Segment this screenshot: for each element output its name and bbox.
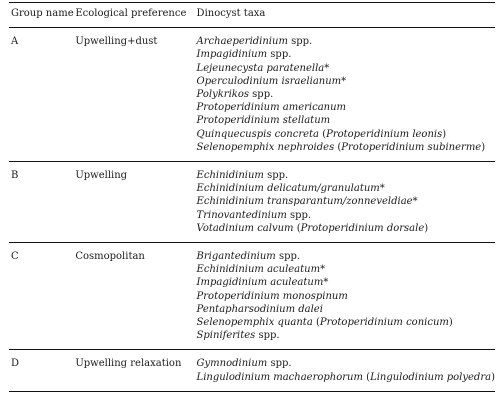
ecological-preference-cell: Upwelling bbox=[75, 170, 128, 182]
taxon-line bbox=[197, 169, 495, 182]
taxon-suffix: spp. bbox=[267, 358, 292, 370]
dinocyst-taxa-cell bbox=[197, 28, 495, 162]
ecological-preference-cell: Cosmopolitan bbox=[75, 251, 145, 263]
taxon-line bbox=[197, 101, 495, 114]
taxon-line bbox=[197, 329, 495, 342]
table-row bbox=[9, 243, 495, 350]
taxon-line bbox=[197, 357, 495, 370]
group-name-cell: B bbox=[11, 170, 19, 182]
taxon-name: Protoperidinium americanum bbox=[196, 102, 347, 114]
dinocyst-taxa-cell bbox=[197, 243, 495, 350]
taxon-suffix: spp. bbox=[287, 36, 313, 48]
taxon-line bbox=[197, 290, 495, 303]
taxon-name: Protoperidinium stellatum bbox=[196, 115, 331, 127]
taxon-name: Echinidinium transparantum/zonneveldiae bbox=[196, 196, 413, 208]
taxon-name: Gymnodinium bbox=[196, 358, 268, 370]
taxon-name: Protoperidinium monospinum bbox=[196, 290, 348, 302]
taxon-suffix: spp. bbox=[275, 251, 301, 263]
taxon-synonym: Protoperidinium subinerme bbox=[341, 141, 482, 153]
taxon-synonym: Protoperidinium leonis bbox=[326, 128, 443, 140]
group-name-cell: D bbox=[11, 358, 20, 370]
taxon-suffix: spp. bbox=[249, 89, 274, 101]
taxon-synonym: Protoperidinium dorsale bbox=[300, 222, 425, 234]
header-group-name: Group name bbox=[11, 8, 74, 19]
taxon-synonym: Protoperidinium conicum bbox=[319, 317, 449, 329]
taxon-name: Operculodinium israelianum bbox=[196, 75, 342, 87]
table-row bbox=[9, 28, 495, 162]
taxon-line bbox=[197, 62, 495, 75]
taxon-suffix: * bbox=[320, 264, 326, 276]
taxon-suffix: spp. bbox=[263, 170, 289, 182]
taxon-line bbox=[197, 182, 495, 195]
taxon-line: Quinquecuspis concreta (Protoperidinium leonis) bbox=[196, 128, 447, 140]
taxon-suffix: * bbox=[323, 277, 329, 289]
taxon-name: Impagidinium bbox=[196, 49, 268, 61]
header-dinocyst-taxa: Dinocyst taxa bbox=[196, 8, 266, 19]
taxon-name: Impagidinium aculeatum bbox=[196, 277, 324, 289]
taxon-suffix: * bbox=[412, 196, 418, 208]
taxon-suffix: * bbox=[379, 183, 385, 195]
taxon-line bbox=[197, 114, 495, 127]
taxon-line: Lingulodinium machaerophorum (Lingulodinium polyedra) bbox=[196, 371, 495, 383]
taxon-suffix: spp. bbox=[286, 209, 312, 221]
taxon-line bbox=[197, 88, 495, 101]
taxon-line bbox=[197, 303, 495, 316]
taxon-name: Selenopemphix quanta bbox=[196, 317, 313, 329]
taxon-line bbox=[197, 209, 495, 222]
taxon-name: Polykrikos bbox=[196, 89, 249, 101]
taxon-name: Echinidinium aculeatum bbox=[196, 264, 321, 276]
table-row bbox=[9, 350, 495, 391]
taxon-synonym: Lingulodinium polyedra bbox=[370, 371, 492, 383]
taxon-name: Pentapharsodinium dalei bbox=[196, 303, 323, 315]
dinocyst-taxa-cell bbox=[197, 162, 495, 243]
taxon-name: Quinquecuspis concreta bbox=[196, 128, 320, 140]
taxon-line bbox=[197, 48, 495, 61]
ecological-preference-cell: Upwelling relaxation bbox=[75, 358, 182, 370]
taxon-suffix: * bbox=[341, 75, 347, 87]
taxon-line: Votadinium calvum (Protoperidinium dorsale) bbox=[196, 222, 429, 234]
taxon-name: Trinovantedinium bbox=[196, 209, 287, 221]
group-name-cell: C bbox=[11, 251, 19, 263]
taxon-name: Selenopemphix nephroides bbox=[196, 141, 335, 153]
taxon-suffix: * bbox=[324, 62, 330, 74]
taxon-line bbox=[197, 250, 495, 263]
taxon-name: Lejeunecysta paratenella bbox=[196, 62, 325, 74]
table-header-row bbox=[9, 3, 495, 28]
group-name-cell: A bbox=[11, 36, 19, 48]
taxon-line bbox=[197, 276, 495, 289]
taxon-name: Echinidinium bbox=[196, 170, 264, 182]
taxon-suffix: spp. bbox=[267, 49, 292, 61]
taxon-name: Echinidinium delicatum/granulatum bbox=[196, 183, 380, 195]
taxon-name: Lingulodinium machaerophorum bbox=[196, 371, 363, 383]
taxon-name: Votadinium calvum bbox=[196, 222, 294, 234]
taxon-name: Archaeperidinium bbox=[196, 36, 288, 48]
dinocyst-taxa-cell bbox=[197, 350, 495, 391]
header-ecological-preference: Ecological preference bbox=[75, 8, 187, 19]
table-body bbox=[9, 28, 495, 392]
taxon-name: Brigantedinium bbox=[196, 251, 276, 263]
taxon-line: Selenopemphix quanta (Protoperidinium conicum) bbox=[196, 317, 453, 329]
ecological-preference-cell: Upwelling+dust bbox=[75, 36, 158, 48]
table-row bbox=[9, 162, 495, 243]
taxon-name: Spiniferites bbox=[196, 330, 256, 342]
taxon-suffix: spp. bbox=[255, 330, 280, 342]
taxon-line bbox=[197, 75, 495, 88]
taxon-line bbox=[197, 263, 495, 276]
taxon-line bbox=[197, 35, 495, 48]
taxon-line bbox=[197, 195, 495, 208]
dinocyst-groups-table bbox=[9, 2, 495, 392]
taxon-line: Selenopemphix nephroides (Protoperidinium subinerme) bbox=[196, 141, 486, 153]
